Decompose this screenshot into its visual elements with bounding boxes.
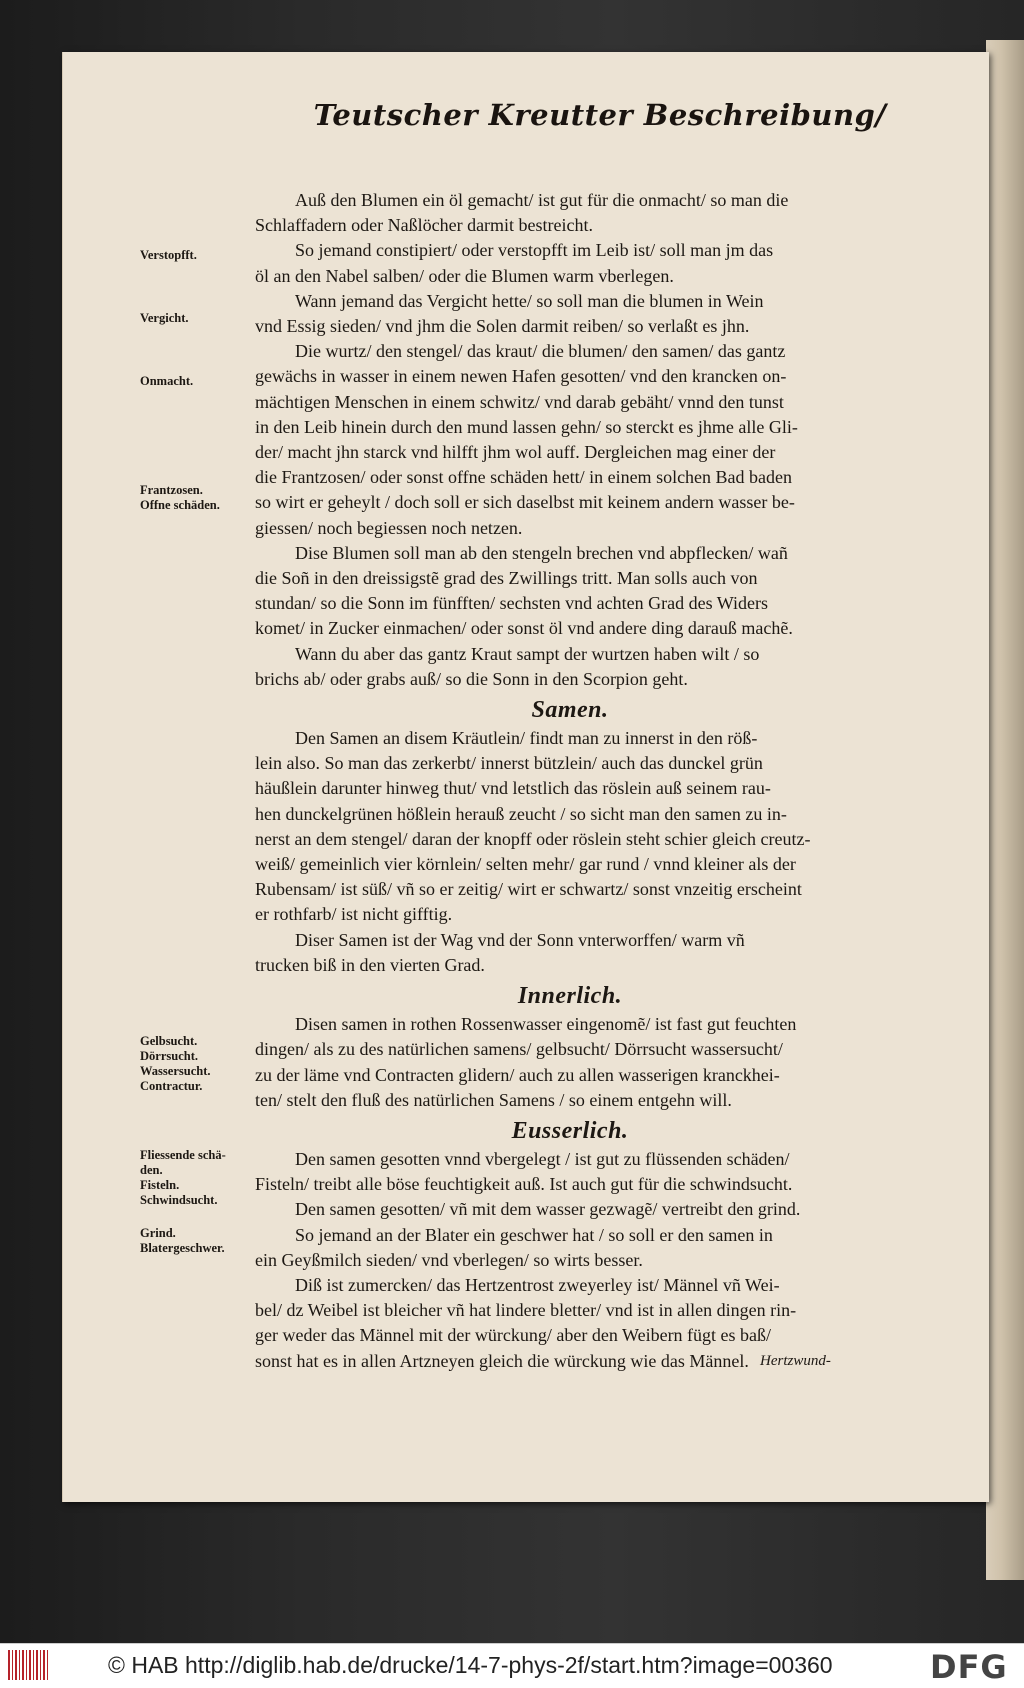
text-paragraph: So jemand constipiert/ oder verstopfft im Leib ist/ soll man jm das öl an den Nabel salben/ oder die Blumen warm vberlegen. bbox=[255, 240, 774, 286]
text-paragraph: Die wurtz/ den stengel/ das kraut/ die blumen/ den samen/ das gantz gewächs in wasser in einem newen Hafen gesotten/ vnd den krancken on- mächtigen Menschen in einem schwitz/ vnd darab gebäht/ vnnd den tunst in den Leib hinein durch den mund lassen gehn/ so sterckt es jhme alle Gli- der/ macht jhn starck vnd hilfft jhm wol auff. Dergleichen mag einer der die Frantzosen/ oder sonst offne schäden hett/ in einem solchen Bad baden so wirt er geheylt / doch soll er sich daselbst mit keinem andern wasser be- giessen/ noch begiessen noch netzen. bbox=[255, 341, 798, 538]
footer-link[interactable]: © HAB http://diglib.hab.de/drucke/14-7-phys-2f/start.htm?image=00360 bbox=[108, 1652, 833, 1678]
main-text-column bbox=[255, 188, 885, 1374]
marginal-note: Onmacht. bbox=[140, 374, 194, 388]
dfg-logo: DFG bbox=[930, 1648, 1008, 1686]
text-paragraph: Wann du aber das gantz Kraut sampt der wurtzen haben wilt / so brichs ab/ oder grabs auß/ so die Sonn in den Scorpion geht. bbox=[255, 643, 760, 689]
section-heading: Eusserlich. bbox=[511, 1117, 629, 1144]
section-heading: Innerlich. bbox=[517, 983, 623, 1010]
section-heading: Samen. bbox=[531, 697, 609, 724]
text-paragraph: So jemand an der Blater ein geschwer hat / so soll er den samen in ein Geyßmilch sieden/ vnd vberlegen/ so wirts besser. bbox=[255, 1224, 773, 1270]
footer-bar bbox=[0, 1643, 1024, 1688]
text-paragraph: Den samen gesotten vnnd vbergelegt / ist gut zu flüssenden schäden/ Fisteln/ treibt alle böse feuchtigkeit auß. Ist auch gut für die schwindsucht. bbox=[255, 1148, 793, 1195]
text-paragraph: Disen samen in rothen Rossenwasser eingenomẽ/ ist fast gut feuchten dingen/ als zu des natürlichen samens/ gelbsucht/ Dörrsucht wassersucht/ zu der läme vnd Contracten glidern/ auch zu allen wasserigen kranckhei- ten/ stelt den fluß des natürlichen Samens / so einem entgehn will. bbox=[255, 1014, 797, 1110]
hab-barcode-icon bbox=[8, 1650, 48, 1680]
text-paragraph: Diß ist zumercken/ das Hertzentrost zweyerley ist/ Männel vñ Wei- bel/ dz Weibel ist bleicher vñ hat lindere bletter/ vnd ist in allen dingen rin- ger weder das Männel mit der würckung/ aber den Weibern fügt es baß/ sonst hat es in allen Artzneyen gleich die würckung wie das Männel. bbox=[255, 1274, 797, 1371]
marginal-note: Verstopfft. bbox=[140, 248, 197, 262]
text-paragraph: Wann jemand das Vergicht hette/ so soll man die blumen in Wein vnd Essig sieden/ vnd jhm die Solen darmit reiben/ so verlaßt es jhn. bbox=[255, 290, 764, 337]
text-paragraph: Den samen gesotten/ vñ mit dem wasser gezwagẽ/ vertreibt den grind. bbox=[295, 1199, 801, 1220]
marginal-note: Vergicht. bbox=[140, 311, 189, 325]
text-paragraph: Diser Samen ist der Wag vnd der Sonn vnterworffen/ warm vñ trucken biß in den vierten Grad. bbox=[255, 929, 745, 975]
marginal-note: Gelbsucht. Dörrsucht. Wassersucht. Contractur. bbox=[140, 1034, 211, 1093]
marginal-note: Frantzosen. Offne schäden. bbox=[140, 483, 220, 512]
text-paragraph: Auß den Blumen ein öl gemacht/ ist gut für die onmacht/ so man die Schlaffadern oder Naßlöcher darmit bestreicht. bbox=[255, 190, 789, 236]
marginal-note: Grind. Blatergeschwer. bbox=[140, 1226, 225, 1255]
text-paragraph: Dise Blumen soll man ab den stengeln brechen vnd abpflecken/ wañ die Soñ in den dreissigstẽ grad des Zwillings tritt. Man solls auch von stundan/ so die Sonn im fünfften/ sechsten vnd achten Grad des Widers komet/ in Zucker einmachen/ oder sonst öl vnd andere ding darauß machẽ. bbox=[255, 542, 793, 639]
text-paragraph: Den Samen an disem Kräutlein/ findt man zu innerst in den röß- lein also. So man das zerkerbt/ innerst bützlein/ auch das dunckel grün häußlein darunter hinweg thut/ vnd letstlich das röslein auß seinem rau- hen dunckelgrünen hößlein herauß zeucht / so sicht man den samen zu in- nerst an dem stengel/ daran der knopff oder röslein steht schier gleich creutz- weiß/ gemeinlich vier körnlein/ selten mehr/ gar rund / vnnd kleiner als der Rubensam/ ist süß/ vñ so er zeitig/ wirt er schwartz/ sonst vnzeitig erscheint er rothfarb/ ist nicht gifftig. bbox=[255, 728, 811, 925]
facing-page-edge bbox=[986, 40, 1024, 1580]
running-head: Teutscher Kreutter Beschreibung/ bbox=[313, 98, 887, 132]
marginal-note: Fliessende schä- den. Fisteln. Schwindsucht. bbox=[140, 1148, 226, 1207]
catchword: Hertzwund- bbox=[760, 1353, 831, 1369]
